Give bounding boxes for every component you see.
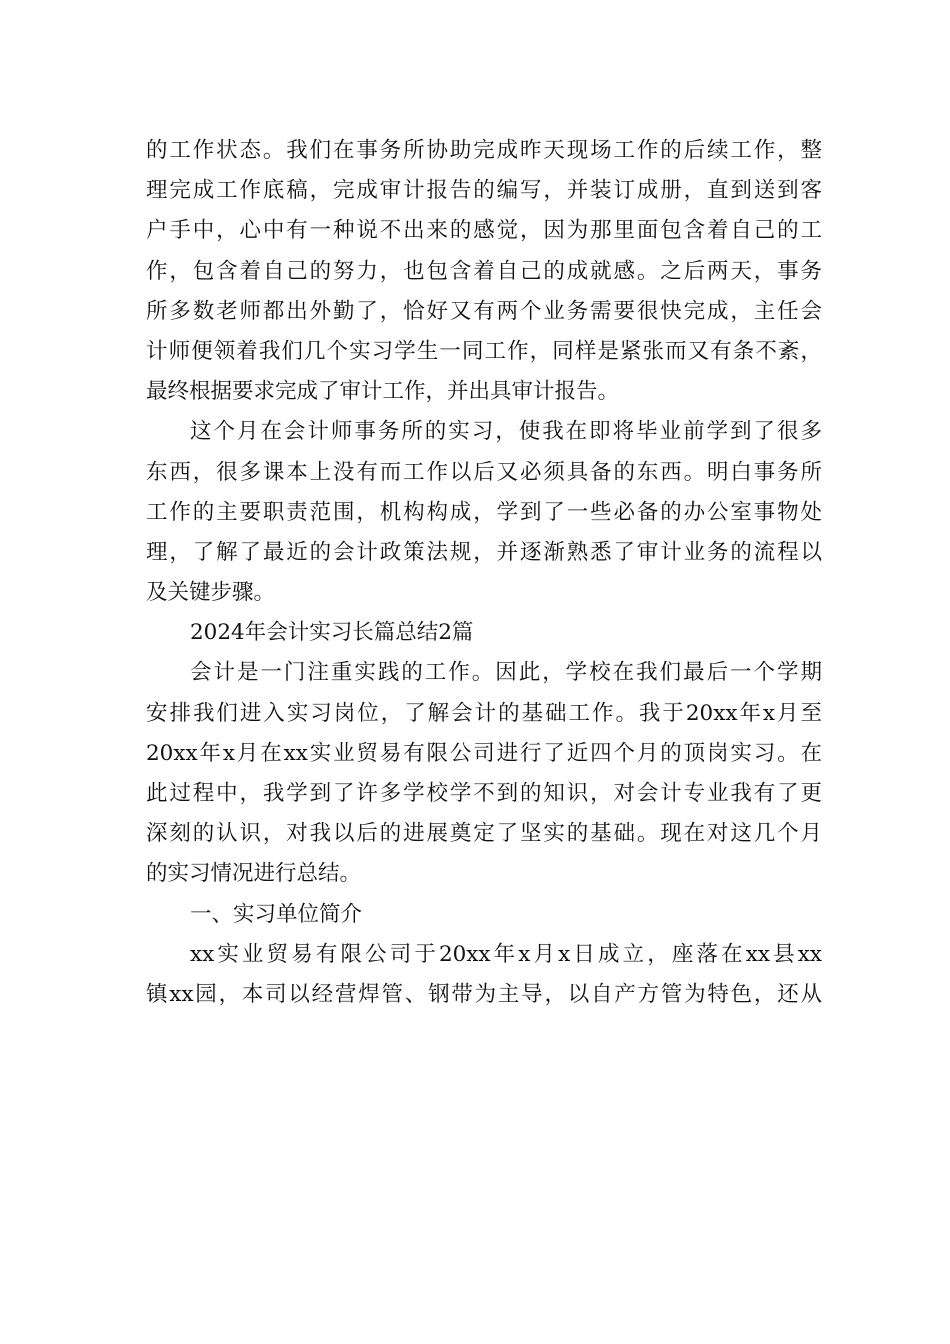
text-line: 户手中，心中有一种说不出来的感觉，因为那里面包含着自己的工 bbox=[146, 218, 822, 244]
text-line: 安排我们进入实习岗位，了解会计的基础工作。我于20xx年x月至 bbox=[146, 700, 822, 726]
section-heading: 一、实习单位简介 bbox=[190, 901, 363, 927]
text-line: 及关键步骤。 bbox=[146, 580, 276, 606]
text-line: 作，包含着自己的努力，也包含着自己的成就感。之后两天，事务 bbox=[146, 258, 822, 284]
text-line: 此过程中，我学到了许多学校学不到的知识，对会计专业我有了更 bbox=[146, 781, 822, 806]
text-line: 的工作状态。我们在事务所协助完成昨天现场工作的后续工作，整 bbox=[146, 138, 822, 163]
text-line: 镇xx园，本司以经营焊管、钢带为主导，以自产方管为特色，还从 bbox=[146, 981, 822, 1007]
text-line: 理完成工作底稿，完成审计报告的编写，并装订成册，直到送到客 bbox=[146, 178, 822, 204]
section-title: 2024年会计实习长篇总结2篇 bbox=[190, 620, 474, 646]
paragraph-first-line: 这个月在会计师事务所的实习，使我在即将毕业前学到了很多 bbox=[190, 419, 822, 445]
paragraph-first-line: xx实业贸易有限公司于20xx年x月x日成立，座落在xx县xx bbox=[190, 941, 822, 967]
text-line: 工作的主要职责范围，机构构成，学到了一些必备的办公室事物处 bbox=[146, 499, 822, 525]
document-body bbox=[146, 131, 822, 1015]
paragraph-first-line: 会计是一门注重实践的工作。因此，学校在我们最后一个学期 bbox=[190, 660, 822, 686]
text-line: 的实习情况进行总结。 bbox=[146, 861, 362, 887]
text-line: 东西，很多课本上没有而工作以后又必须具备的东西。明白事务所 bbox=[146, 459, 822, 485]
text-line: 所多数老师都出外勤了，恰好又有两个业务需要很快完成，主任会 bbox=[146, 298, 822, 324]
text-line: 20xx年x月在xx实业贸易有限公司进行了近四个月的顶岗实习。在 bbox=[146, 740, 822, 766]
text-line: 理，了解了最近的会计政策法规，并逐渐熟悉了审计业务的流程以 bbox=[146, 539, 822, 565]
text-line: 最终根据要求完成了审计工作，并出具审计报告。 bbox=[146, 379, 620, 405]
text-line: 计师便领着我们几个实习学生一同工作，同样是紧张而又有条不紊， bbox=[146, 338, 822, 364]
text-line: 深刻的认识，对我以后的进展奠定了坚实的基础。现在对这几个月 bbox=[146, 821, 822, 847]
